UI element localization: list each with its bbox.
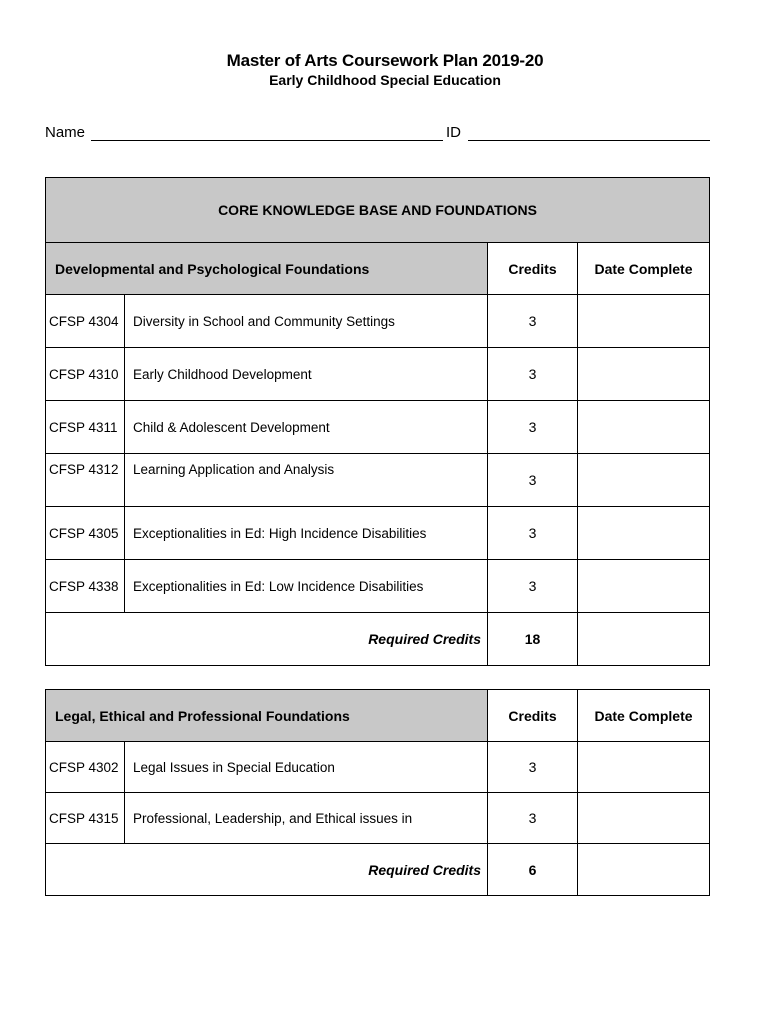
date-complete-header: Date Complete xyxy=(578,243,710,295)
date-complete-header: Date Complete xyxy=(578,690,710,742)
table-row xyxy=(46,295,710,348)
course-name: Learning Application and Analysis xyxy=(125,454,488,507)
name-field[interactable] xyxy=(91,140,443,141)
required-credits-row xyxy=(46,613,710,666)
table-row xyxy=(46,454,710,507)
id-label: ID xyxy=(446,124,461,141)
course-credits: 3 xyxy=(488,793,578,844)
course-code: CFSP 4310 xyxy=(46,348,125,401)
course-code: CFSP 4311 xyxy=(46,401,125,454)
course-code: CFSP 4305 xyxy=(46,507,125,560)
course-name: Child & Adolescent Development xyxy=(125,401,488,454)
page-subtitle: Early Childhood Special Education xyxy=(269,72,501,88)
section-heading: Developmental and Psychological Foundations xyxy=(46,243,488,295)
course-credits: 3 xyxy=(488,454,578,507)
required-credits-row xyxy=(46,844,710,896)
date-complete-cell[interactable] xyxy=(578,348,710,401)
id-field[interactable] xyxy=(468,140,710,141)
date-complete-cell[interactable] xyxy=(578,454,710,507)
course-credits: 3 xyxy=(488,348,578,401)
required-date-cell[interactable] xyxy=(578,844,710,896)
table-row xyxy=(46,793,710,844)
course-code: CFSP 4312 xyxy=(46,454,125,507)
course-code: CFSP 4302 xyxy=(46,742,125,793)
date-complete-cell[interactable] xyxy=(578,401,710,454)
credits-header: Credits xyxy=(488,243,578,295)
required-date-cell[interactable] xyxy=(578,613,710,666)
date-complete-cell[interactable] xyxy=(578,793,710,844)
course-name: Exceptionalities in Ed: High Incidence Disabilities xyxy=(125,507,488,560)
credits-header: Credits xyxy=(488,690,578,742)
core-banner: CORE KNOWLEDGE BASE AND FOUNDATIONS xyxy=(46,178,710,243)
course-name: Diversity in School and Community Settings xyxy=(125,295,488,348)
page-title: Master of Arts Coursework Plan 2019-20 xyxy=(226,51,544,70)
required-credits-label: Required Credits xyxy=(46,844,488,896)
date-complete-cell[interactable] xyxy=(578,742,710,793)
required-credits-label: Required Credits xyxy=(46,613,488,666)
course-credits: 3 xyxy=(488,742,578,793)
date-complete-cell[interactable] xyxy=(578,560,710,613)
required-credits-value: 18 xyxy=(488,613,578,666)
table-row xyxy=(46,742,710,793)
section-heading: Legal, Ethical and Professional Foundations xyxy=(46,690,488,742)
course-credits: 3 xyxy=(488,507,578,560)
course-name: Early Childhood Development xyxy=(125,348,488,401)
table-row xyxy=(46,401,710,454)
core-foundations-table xyxy=(45,177,710,666)
course-name: Professional, Leadership, and Ethical issues in xyxy=(125,793,488,844)
course-name: Exceptionalities in Ed: Low Incidence Disabilities xyxy=(125,560,488,613)
required-credits-value: 6 xyxy=(488,844,578,896)
course-credits: 3 xyxy=(488,295,578,348)
legal-ethical-table xyxy=(45,689,710,896)
name-label: Name xyxy=(45,124,86,141)
table-row xyxy=(46,560,710,613)
course-code: CFSP 4315 xyxy=(46,793,125,844)
table-row xyxy=(46,507,710,560)
table-row xyxy=(46,348,710,401)
date-complete-cell[interactable] xyxy=(578,507,710,560)
course-credits: 3 xyxy=(488,401,578,454)
course-code: CFSP 4338 xyxy=(46,560,125,613)
date-complete-cell[interactable] xyxy=(578,295,710,348)
course-name: Legal Issues in Special Education xyxy=(125,742,488,793)
course-credits: 3 xyxy=(488,560,578,613)
course-code: CFSP 4304 xyxy=(46,295,125,348)
